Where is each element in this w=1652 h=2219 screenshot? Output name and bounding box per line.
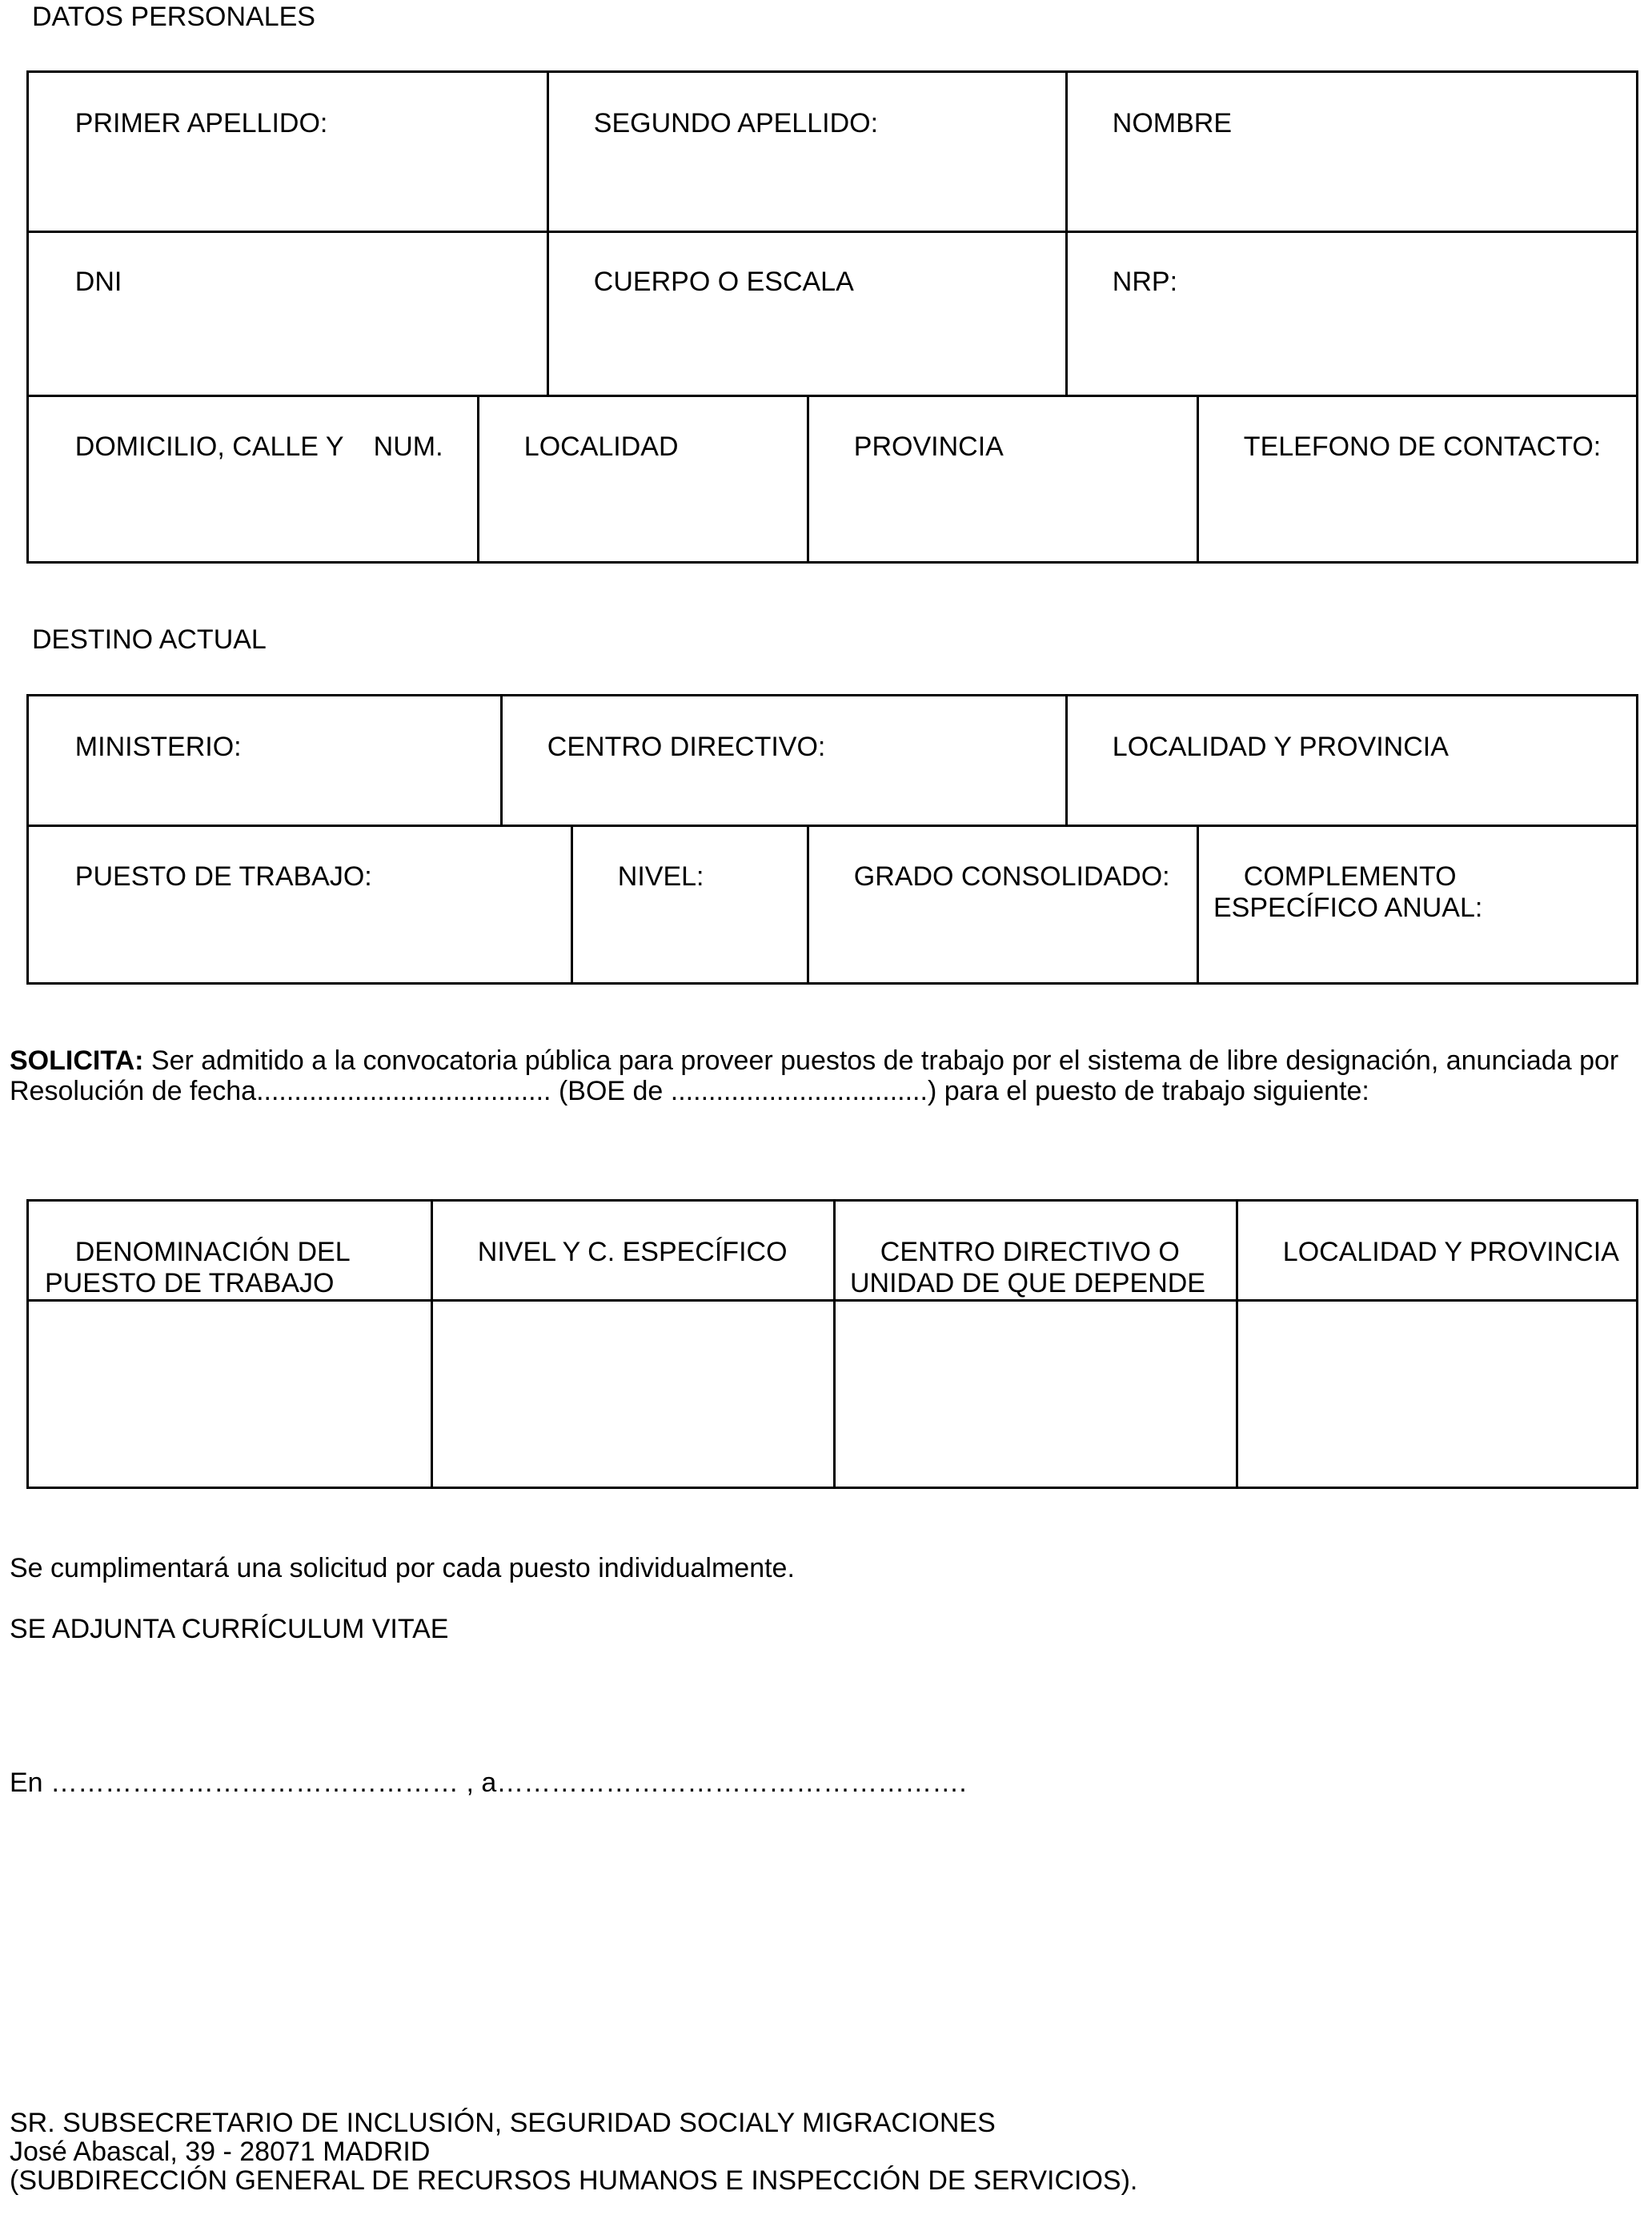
- localidad-field[interactable]: [478, 396, 807, 561]
- grado-consolidado-field[interactable]: [808, 826, 1197, 982]
- grado-consolidado-label: GRADO CONSOLIDADO:: [853, 861, 1170, 893]
- complemento-especifico-field[interactable]: [1197, 826, 1598, 982]
- table-header-nivel: NIVEL Y C. ESPECÍFICO: [477, 1237, 788, 1268]
- table-cell-localidad[interactable]: [1237, 1301, 1636, 1487]
- personal-data-form: [26, 70, 1638, 564]
- place-date-line[interactable]: En ……………………………………… , a…………………………………………….: [10, 1768, 967, 1798]
- centro-directivo-field[interactable]: [501, 696, 1065, 825]
- ministerio-field[interactable]: [29, 696, 500, 825]
- ministerio-label: MINISTERIO:: [74, 732, 242, 763]
- complemento-especifico-label: COMPLEMENTO ESPECÍFICO ANUAL:: [1213, 861, 1483, 923]
- table-cell-denominacion[interactable]: [29, 1301, 431, 1487]
- centro-directivo-label: CENTRO DIRECTIVO:: [547, 732, 826, 763]
- current-post-form: [26, 694, 1638, 985]
- note-individual: Se cumplimentará una solicitud por cada puesto individualmente.: [10, 1553, 795, 1583]
- nrp-label: NRP:: [1112, 267, 1178, 298]
- note-cv: SE ADJUNTA CURRÍCULUM VITAE: [10, 1614, 449, 1644]
- localidad-provincia-field[interactable]: [1066, 696, 1636, 825]
- nivel-label: NIVEL:: [617, 861, 704, 893]
- domicilio-field[interactable]: [29, 396, 477, 561]
- table-cell-centro[interactable]: [834, 1301, 1236, 1487]
- requested-position-table: [26, 1199, 1638, 1489]
- table-header-localidad: LOCALIDAD Y PROVINCIA: [1282, 1237, 1619, 1268]
- localidad-provincia-label: LOCALIDAD Y PROVINCIA: [1112, 732, 1449, 763]
- request-paragraph: [10, 1045, 1642, 1106]
- domicilio-label: DOMICILIO, CALLE Y NUM.: [74, 431, 443, 463]
- telefono-field[interactable]: [1197, 396, 1636, 561]
- request-lead: SOLICITA:: [10, 1045, 144, 1076]
- primer-apellido-field[interactable]: [29, 73, 547, 231]
- dni-field[interactable]: [29, 231, 547, 395]
- table-cell-nivel[interactable]: [431, 1301, 833, 1487]
- puesto-trabajo-label: PUESTO DE TRABAJO:: [74, 861, 372, 893]
- addressee-line-2: José Abascal, 39 - 28071 MADRID: [10, 2137, 431, 2167]
- cuerpo-escala-label: CUERPO O ESCALA: [593, 267, 854, 298]
- localidad-label: LOCALIDAD: [523, 431, 679, 463]
- nivel-field[interactable]: [571, 826, 807, 982]
- nrp-field[interactable]: [1066, 231, 1636, 395]
- cuerpo-escala-field[interactable]: [547, 231, 1065, 395]
- nombre-label: NOMBRE: [1112, 108, 1233, 139]
- addressee-line-1: SR. SUBSECRETARIO DE INCLUSIÓN, SEGURIDAD SOCIALY MIGRACIONES: [10, 2108, 996, 2138]
- section-title-personal: DATOS PERSONALES: [32, 2, 315, 32]
- section-title-current: DESTINO ACTUAL: [32, 624, 267, 655]
- table-header-denominacion: DENOMINACIÓN DEL PUESTO DE TRABAJO: [45, 1237, 357, 1298]
- table-header-centro: CENTRO DIRECTIVO O UNIDAD DE QUE DEPENDE: [850, 1237, 1205, 1298]
- nombre-field[interactable]: [1066, 73, 1636, 231]
- request-text: Ser admitido a la convocatoria pública para proveer puestos de trabajo por el sistema de libre designación, anunciada por Resolución de fecha....................................... (BOE de ..................................) para el puesto de trabajo siguiente:: [10, 1045, 1619, 1106]
- segundo-apellido-label: SEGUNDO APELLIDO:: [593, 108, 879, 139]
- dni-label: DNI: [74, 267, 122, 298]
- primer-apellido-label: PRIMER APELLIDO:: [74, 108, 328, 139]
- provincia-label: PROVINCIA: [853, 431, 1004, 463]
- puesto-trabajo-field[interactable]: [29, 826, 571, 982]
- addressee-line-3: (SUBDIRECCIÓN GENERAL DE RECURSOS HUMANOS E INSPECCIÓN DE SERVICIOS).: [10, 2165, 1138, 2196]
- provincia-field[interactable]: [808, 396, 1197, 561]
- telefono-label: TELEFONO DE CONTACTO:: [1243, 431, 1602, 463]
- segundo-apellido-field[interactable]: [547, 73, 1065, 231]
